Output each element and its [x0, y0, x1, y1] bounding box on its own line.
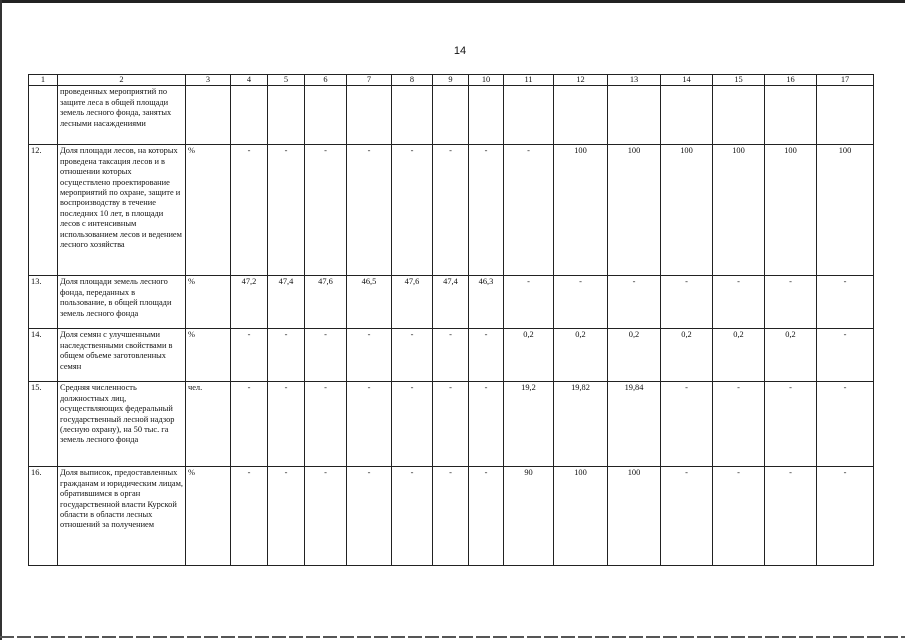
value-cell — [608, 86, 661, 145]
value-cell — [765, 86, 817, 145]
unit-of-measure: чел. — [186, 382, 231, 467]
column-header-3: 3 — [186, 75, 231, 86]
indicator-name: проведенных мероприятий по защите леса в общей площади земель лесного фонда, занятых лесными насаждениями — [58, 86, 186, 145]
unit-of-measure: % — [186, 145, 231, 276]
column-number-row — [29, 75, 874, 86]
value-cell: 100 — [713, 145, 765, 276]
value-cell: 0,2 — [765, 329, 817, 382]
value-cell: - — [305, 382, 347, 467]
table-row — [29, 467, 874, 566]
column-header-16: 16 — [765, 75, 817, 86]
value-cell: - — [765, 467, 817, 566]
value-cell: - — [765, 276, 817, 329]
value-cell — [504, 86, 554, 145]
value-cell: 0,2 — [661, 329, 713, 382]
indicator-name: Доля площади лесов, на которых проведена таксация лесов и в отношении которых осуществлено проектирование мероприятий по охране, защите и воспроизводству в течение последних 10 лет, в площади лесов с интенсивным использованием лесов и ведением лесного хозяйства — [58, 145, 186, 276]
value-cell: 47,2 — [231, 276, 268, 329]
value-cell — [817, 86, 874, 145]
value-cell: - — [713, 467, 765, 566]
column-header-17: 17 — [817, 75, 874, 86]
value-cell: 0,2 — [554, 329, 608, 382]
value-cell: 100 — [608, 467, 661, 566]
unit-of-measure: % — [186, 329, 231, 382]
value-cell: - — [268, 329, 305, 382]
value-cell: 100 — [554, 145, 608, 276]
value-cell — [433, 86, 469, 145]
row-number: 14. — [29, 329, 58, 382]
value-cell: 100 — [554, 467, 608, 566]
indicator-table — [28, 74, 874, 566]
value-cell: - — [504, 145, 554, 276]
table-row — [29, 329, 874, 382]
value-cell: - — [305, 329, 347, 382]
value-cell: - — [817, 276, 874, 329]
value-cell: 47,6 — [305, 276, 347, 329]
value-cell: - — [469, 467, 504, 566]
value-cell: 100 — [661, 145, 713, 276]
indicator-name: Средняя численность должностных лиц, осуществляющих федеральный государственный лесной надзор (лесную охрану), на 50 тыс. га земель лесного фонда — [58, 382, 186, 467]
row-number — [29, 86, 58, 145]
value-cell: 100 — [817, 145, 874, 276]
value-cell: - — [433, 382, 469, 467]
value-cell: - — [347, 145, 392, 276]
value-cell: - — [469, 145, 504, 276]
value-cell: - — [661, 467, 713, 566]
value-cell: 100 — [608, 145, 661, 276]
value-cell: - — [392, 467, 433, 566]
row-number: 16. — [29, 467, 58, 566]
column-header-9: 9 — [433, 75, 469, 86]
column-header-1: 1 — [29, 75, 58, 86]
value-cell: - — [392, 382, 433, 467]
value-cell: - — [347, 382, 392, 467]
value-cell — [231, 86, 268, 145]
value-cell — [392, 86, 433, 145]
value-cell: 90 — [504, 467, 554, 566]
value-cell: 47,4 — [268, 276, 305, 329]
value-cell — [713, 86, 765, 145]
value-cell: - — [392, 145, 433, 276]
value-cell — [554, 86, 608, 145]
value-cell: - — [231, 145, 268, 276]
value-cell: - — [661, 276, 713, 329]
value-cell: - — [231, 329, 268, 382]
value-cell: 47,4 — [433, 276, 469, 329]
value-cell — [305, 86, 347, 145]
scan-edge-bottom — [0, 636, 905, 638]
value-cell: 0,2 — [504, 329, 554, 382]
value-cell: 100 — [765, 145, 817, 276]
value-cell — [347, 86, 392, 145]
row-number: 13. — [29, 276, 58, 329]
value-cell: - — [817, 467, 874, 566]
column-header-13: 13 — [608, 75, 661, 86]
value-cell: - — [469, 329, 504, 382]
value-cell: - — [433, 467, 469, 566]
value-cell: - — [231, 467, 268, 566]
value-cell: - — [268, 145, 305, 276]
value-cell: - — [305, 145, 347, 276]
value-cell: - — [268, 467, 305, 566]
row-number: 15. — [29, 382, 58, 467]
value-cell: 0,2 — [608, 329, 661, 382]
table-row — [29, 276, 874, 329]
value-cell: - — [347, 329, 392, 382]
column-header-8: 8 — [392, 75, 433, 86]
value-cell: 19,2 — [504, 382, 554, 467]
column-header-12: 12 — [554, 75, 608, 86]
value-cell: - — [817, 329, 874, 382]
column-header-10: 10 — [469, 75, 504, 86]
column-header-11: 11 — [504, 75, 554, 86]
value-cell: - — [392, 329, 433, 382]
scan-edge-top — [0, 0, 905, 3]
value-cell: - — [268, 382, 305, 467]
indicator-name: Доля площади земель лесного фонда, переданных в пользование, в общей площади земель лесного фонда — [58, 276, 186, 329]
value-cell — [661, 86, 713, 145]
value-cell — [469, 86, 504, 145]
table-row — [29, 86, 874, 145]
page-number: 14 — [453, 45, 467, 57]
value-cell: - — [231, 382, 268, 467]
value-cell: - — [817, 382, 874, 467]
table-row — [29, 382, 874, 467]
table-body — [29, 86, 874, 566]
column-header-5: 5 — [268, 75, 305, 86]
value-cell — [268, 86, 305, 145]
column-header-4: 4 — [231, 75, 268, 86]
column-header-7: 7 — [347, 75, 392, 86]
value-cell: - — [469, 382, 504, 467]
value-cell: - — [713, 276, 765, 329]
value-cell: - — [504, 276, 554, 329]
column-header-2: 2 — [58, 75, 186, 86]
column-header-15: 15 — [713, 75, 765, 86]
value-cell: 47,6 — [392, 276, 433, 329]
value-cell: - — [305, 467, 347, 566]
value-cell: - — [433, 145, 469, 276]
value-cell: - — [608, 276, 661, 329]
value-cell: - — [433, 329, 469, 382]
unit-of-measure: % — [186, 467, 231, 566]
unit-of-measure: % — [186, 276, 231, 329]
value-cell: 46,3 — [469, 276, 504, 329]
unit-of-measure — [186, 86, 231, 145]
value-cell: - — [765, 382, 817, 467]
row-number: 12. — [29, 145, 58, 276]
table-row — [29, 145, 874, 276]
value-cell: - — [713, 382, 765, 467]
column-header-14: 14 — [661, 75, 713, 86]
indicator-name: Доля выписок, предоставленных гражданам и юридическим лицам, обратившимся в орган государственной власти Курской области в области лесных отношений за получением — [58, 467, 186, 566]
indicator-name: Доля семян с улучшенными наследственными свойствами в общем объеме заготовленных семян — [58, 329, 186, 382]
value-cell: - — [661, 382, 713, 467]
value-cell: 19,84 — [608, 382, 661, 467]
value-cell: - — [554, 276, 608, 329]
scan-edge-left — [0, 0, 2, 640]
value-cell: 46,5 — [347, 276, 392, 329]
column-header-6: 6 — [305, 75, 347, 86]
value-cell: 0,2 — [713, 329, 765, 382]
value-cell: - — [347, 467, 392, 566]
value-cell: 19,82 — [554, 382, 608, 467]
